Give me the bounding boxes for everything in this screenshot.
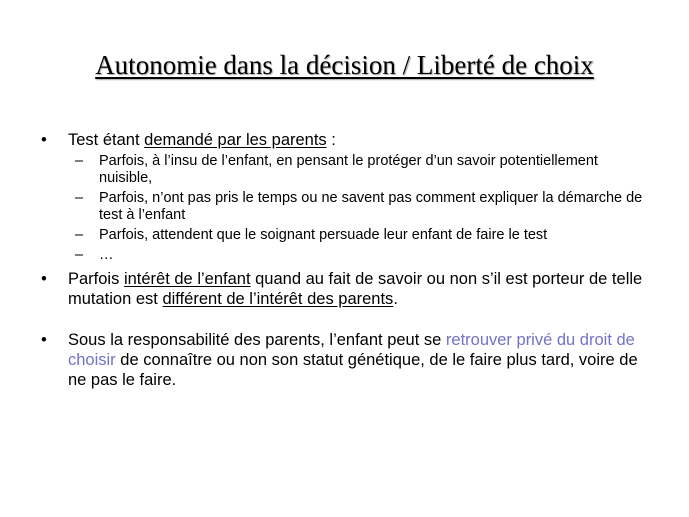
bullet-text-post: . [393, 290, 398, 308]
bullet-icon: • [41, 270, 47, 288]
bullet-text-highlight: retrouver privé du droit de choisir [68, 331, 635, 369]
sub-item-text: Parfois, n’ont pas pris le temps ou ne savent pas comment expliquer la démarche de test à l’enfant [99, 190, 643, 223]
bullet-text-mid: quand au fait de savoir ou non s’il est porteur de telle mutation est [68, 270, 643, 308]
bullet-text-pre: Parfois [68, 270, 124, 288]
bullet-text-pre: Test étant [68, 131, 145, 149]
slide-title [0, 48, 689, 82]
sub-item [0, 247, 689, 264]
bullet-text-underlined: demandé par les parents [144, 131, 327, 149]
bullet-item-responsibility [0, 330, 689, 390]
slide-title-text: Autonomie dans la décision / Liberté de choix [95, 50, 594, 80]
sub-item-text: Parfois, à l’insu de l’enfant, en pensant le protéger d’un savoir potentiellement nuisible, [99, 153, 598, 186]
sub-item-text: Parfois, attendent que le soignant persuade leur enfant de faire le test [99, 227, 548, 243]
slide-content [0, 126, 689, 390]
sub-item-text: … [99, 247, 114, 263]
bullet-text-underlined: intérêt de l’enfant [123, 270, 251, 288]
dash-icon: – [75, 227, 84, 243]
dash-icon: – [75, 153, 84, 169]
sub-item [0, 190, 689, 224]
dash-icon: – [75, 190, 84, 206]
bullet-icon: • [41, 331, 47, 349]
bullet-text-post: : [326, 131, 336, 149]
dash-icon: – [75, 247, 84, 263]
bullet-item-test-demand [0, 130, 689, 150]
bullet-text-underlined: différent de l’intérêt des parents [162, 290, 394, 308]
bullet-text-pre: Sous la responsabilité des parents, l’enfant peut se [68, 331, 446, 349]
sub-item [0, 227, 689, 244]
bullet-icon: • [41, 131, 47, 149]
sub-item [0, 153, 689, 187]
bullet-item-interest [0, 269, 689, 309]
bullet-text-post: de connaître ou non son statut génétique, de le faire plus tard, voire de ne pas le faire. [68, 351, 638, 389]
